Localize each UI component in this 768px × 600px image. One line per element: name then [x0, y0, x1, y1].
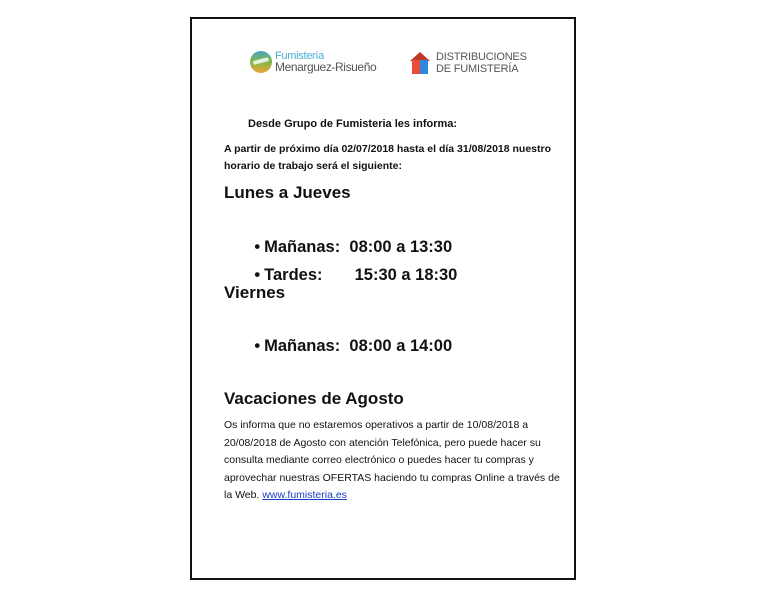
logo-left-line2: Menarguez-Risueño [275, 60, 377, 74]
document-page [190, 17, 576, 580]
logo-right-line2: DE FUMISTERÍA [436, 63, 519, 75]
notice-text: A partir de próximo día 02/07/2018 hasta el día 31/08/2018 nuestro horario de trabajo será el siguiente: [224, 143, 552, 172]
globe-swoosh-icon [250, 51, 272, 73]
logo-left-line1: Fumistería [275, 50, 324, 62]
bullet-icon: • [254, 266, 261, 284]
vacation-text: Os informa que no estaremos operativos a partir de 10/08/2018 a 20/08/2018 de Agosto con atención Telefónica, pero puede hacer su consulta mediante correo electrónico o puedes hacer tu compras y aprovechar nuestras OFERTAS haciendo tu compras Online a través de la Web. www.fumisteria.es [224, 419, 560, 501]
schedule-item: • Mañanas: 08:00 a 13:30 [254, 238, 453, 256]
logo-fumisteria-menarguez [250, 51, 376, 73]
intro-text: Desde Grupo de Fumisteria les informa: [248, 118, 458, 130]
house-flame-snowflake-icon [410, 52, 430, 74]
logo-distribuciones-fumisteria [410, 51, 527, 75]
website-link[interactable]: www.fumisteria.es [262, 489, 347, 501]
heading-vacaciones: Vacaciones de Agosto [224, 389, 404, 408]
logo-right-line1: DISTRIBUCIONES [436, 51, 527, 63]
bullet-icon: • [254, 238, 261, 256]
heading-viernes: Viernes [224, 283, 286, 302]
bullet-icon: • [254, 337, 261, 355]
schedule-item: • Mañanas: 08:00 a 14:00 [254, 337, 453, 355]
schedule-item: • Tardes: 15:30 a 18:30 [254, 266, 458, 284]
heading-lunes-jueves: Lunes a Jueves [224, 183, 351, 202]
